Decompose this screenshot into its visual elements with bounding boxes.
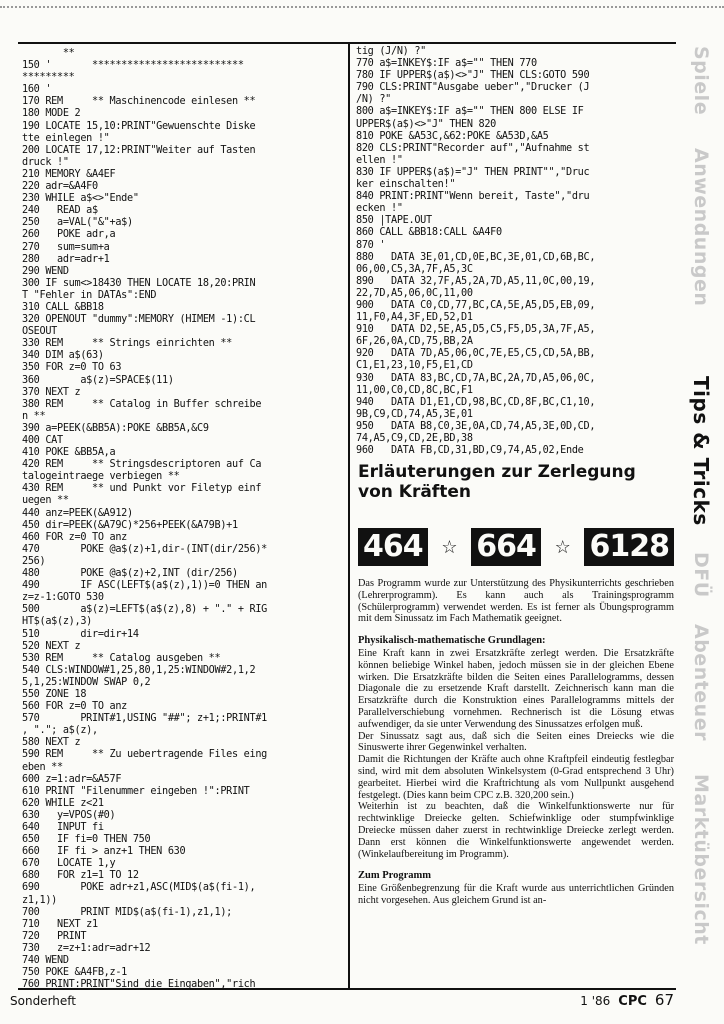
section-sidebar: [681, 40, 721, 1000]
intro-paragraph: Das Programm wurde zur Unterstützung des Physikunterrichts geschrieben (Lehrerprogramm). Es kann auch als Trainingsprogramm (Schülerprogramm) verwendet werden. Es ist ferner als Übungsprogramm mit dem Sinussatz im Fach Mathematik geeignet.: [358, 578, 674, 625]
column-divider: [348, 44, 350, 988]
page-frame: [18, 42, 676, 990]
sidebar-item-spiele: Spiele: [690, 46, 712, 116]
computer-model-logos: [358, 526, 674, 568]
top-dotted-rule: [0, 6, 724, 8]
paragraph: Weiterhin ist zu beachten, daß die Winkelfunktionswerte nur für rechtwinklige Dreiecke gelten. Schiefwinklige oder stumpfwinklige Dreiecke müssen daher zuerst in rechtwinklige Dreiecke zerlegt werden. Dann erst können die Winkelfunktionswerte angewendet werden. (Winkelaufbereitung im Programm).: [358, 801, 674, 860]
article-body: [358, 578, 674, 913]
issue-number: 1 '86: [580, 994, 611, 1008]
basic-listing-left: ** 150 ' ************************** ********* 160 ' 170 REM ** Maschinencode einlesen ** 180 MODE 2 190 LOCATE 15,10:PRINT"Gewuenschte Diske tte einlegen !" 200 LOCATE 17,12:PRINT"Weiter auf Tasten druck !" 210 MEMORY &A4EF 220 adr=&A4F0 230 WHILE a$<>"Ende" 240 READ a$ 250 a=VAL("&"+a$) 260 POKE adr,a 270 sum=sum+a 280 adr=adr+1 290 WEND 300 IF sum<>18430 THEN LOCATE 18,20:PRIN T "Fehler in DATAs":END 310 CALL &BB18 320 OPENOUT "dummy":MEMORY (HIMEM -1):CL OSEOUT 330 REM ** Strings einrichten ** 340 DIM a$(63) 350 FOR z=0 TO 63 360 a$(z)=SPACE$(11) 370 NEXT z 380 REM ** Catalog in Buffer schreibe n ** 390 a=PEEK(&BB5A):POKE &BB5A,&C9 400 CAT 410 POKE &BB5A,a 420 REM ** Stringsdescriptoren auf Ca talogeintraege verbiegen ** 430 REM ** und Punkt vor Filetyp einf uegen ** 440 anz=PEEK(&A912) 450 dir=PEEK(&A79C)*256+PEEK(&A79B)+1 460 FOR z=0 TO anz 470 POKE @a$(z)+1,dir-(INT(dir/256)* 256) 480 POKE @a$(z)+2,INT (dir/256) 490 IF ASC(LEFT$(a$(z),1))=0 THEN an z=z-1:GOTO 530 500 a$(z)=LEFT$(a$(z),8) + "." + RIG HT$(a$(z),3) 510 dir=dir+14 520 NEXT z 530 REM ** Catalog ausgeben ** 540 CLS:WINDOW#1,25,80,1,25:WINDOW#2,1,2 5,1,25:WINDOW SWAP 0,2 550 ZONE 18 560 FOR z=0 TO anz 570 PRINT#1,USING "##"; z+1;:PRINT#1 , "."; a$(z), 580 NEXT z 590 REM ** Zu uebertragende Files eing eben ** 600 z=1:adr=&A57F 610 PRINT "Filenummer eingeben !":PRINT 620 WHILE z<21 630 y=VPOS(#0) 640 INPUT fi 650 IF fi=0 THEN 750 660 IF fi > anz+1 THEN 630 670 LOCATE 1,y 680 FOR z1=1 TO 12 690 POKE adr+z1,ASC(MID$(a$(fi-1), z1,1)) 700 PRINT MID$(a$(fi-1),z1,1); 710 NEXT z1 720 PRINT 730 z=z+1:adr=adr+12 740 WEND 750 POKE &A4FB,z-1 760 PRINT:PRINT"Sind die Eingaben","rich: [22, 48, 268, 991]
paragraph: Eine Größenbegrenzung für die Kraft wurde aus unterrichtlichen Gründen nicht vorgesehen. Aus gleichem Grund ist an-: [358, 883, 674, 906]
paragraph: Eine Kraft kann in zwei Ersatzkräfte zerlegt werden. Die Ersatzkräfte können beliebige Winkel haben, jedoch müssen sie in der gleichen Ebene wirken. Die Ersatzkräfte bilden die Seiten eines Parallelogramms, dessen Diagonale die zu ersetzende Kraft darstellt. Zeichnerisch kann man die Ersatzkräfte durch die Konstruktion eines Parallelogramms mittels der Parallelverschiebung vornehmen. Rechnerisch ist die Lösung etwas aufwendiger, da sie unter Verwendung des Sinussatzes erfolgen muß.: [358, 647, 674, 730]
section-heading-grundlagen: Physikalisch-mathematische Grundlagen:: [358, 635, 546, 647]
star-separator: ☆: [554, 536, 571, 558]
logo-664: 664: [471, 528, 541, 566]
sidebar-item-anwendungen: Anwendungen: [690, 148, 712, 307]
paragraph: Der Sinussatz sagt aus, daß sich die Seiten eines Dreiecks wie die Sinuswerte ihrer Gegenwinkel verhalten.: [358, 730, 674, 754]
footer-sonderheft: Sonderheft: [10, 994, 76, 1008]
star-separator: ☆: [441, 536, 458, 558]
section-heading-programm: Zum Programm: [358, 870, 432, 882]
logo-6128: 6128: [584, 528, 674, 566]
sidebar-item-tips-tricks: Tips & Tricks: [689, 376, 713, 526]
paragraph: Damit die Richtungen der Kräfte auch ohne Kraftpfeil eindeutig festlegbar sind, wird mit dem absoluten Winkelsystem (0-Grad entsprechend 3 Uhr) gearbeitet. Hierbei wird die Kraftrichtung als vom Nullpunkt ausgehend festgelegt. (Dies kann beim CPC z.B. 320,200 sein.): [358, 754, 674, 801]
sidebar-item-abenteuer: Abenteuer: [690, 624, 712, 741]
magazine-name: CPC: [618, 994, 647, 1009]
logo-464: 464: [358, 528, 428, 566]
sidebar-item-dfue: DFÜ: [690, 552, 712, 598]
basic-listing-right: tig (J/N) ?" 770 a$=INKEY$:IF a$="" THEN 770 780 IF UPPER$(a$)<>"J" THEN CLS:GOTO 590 790 CLS:PRINT"Ausgabe ueber","Drucker (J /N) ?" 800 a$=INKEY$:IF a$="" THEN 800 ELSE IF UPPER$(a$)<>"J" THEN 820 810 POKE &A53C,&62:POKE &A53D,&A5 820 CLS:PRINT"Recorder auf","Aufnahme st ellen !" 830 IF UPPER$(a$)="J" THEN PRINT"","Druc ker einschalten!" 840 PRINT:PRINT"Wenn bereit, Taste","dru ecken !" 850 |TAPE.OUT 860 CALL &BB18:CALL &A4F0 870 ' 880 DATA 3E,01,CD,0E,BC,3E,01,CD,6B,BC, 06,00,C5,3A,7F,A5,3C 890 DATA 32,7F,A5,2A,7D,A5,11,0C,00,19, 22,7D,A5,06,0C,11,00 900 DATA C0,CD,77,BC,CA,5E,A5,D5,EB,09, 11,F0,A4,3F,ED,52,D1 910 DATA D2,5E,A5,D5,C5,F5,D5,3A,7F,A5, 6F,26,0A,CD,75,BB,2A 920 DATA 7D,A5,06,0C,7E,E5,C5,CD,5A,BB, C1,E1,23,10,F5,E1,CD 930 DATA 83,BC,CD,7A,BC,2A,7D,A5,06,0C, 11,00,C0,CD,8C,BC,F1 940 DATA D1,E1,CD,98,BC,CD,8F,BC,C1,10, 9B,C9,CD,74,A5,3E,01 950 DATA B8,C0,3E,0A,CD,74,A5,3E,0D,CD, 74,A5,C9,CD,2E,BD,38 960 DATA FB,CD,31,BD,C9,74,A5,02,Ende: [356, 46, 596, 457]
sidebar-item-marktuebersicht: Marktübersicht: [690, 774, 712, 945]
footer-page-info: [580, 991, 674, 1009]
article-heading: Erläuterungen zur Zerlegung von Kräften: [358, 462, 636, 502]
page-number: 67: [654, 991, 674, 1009]
